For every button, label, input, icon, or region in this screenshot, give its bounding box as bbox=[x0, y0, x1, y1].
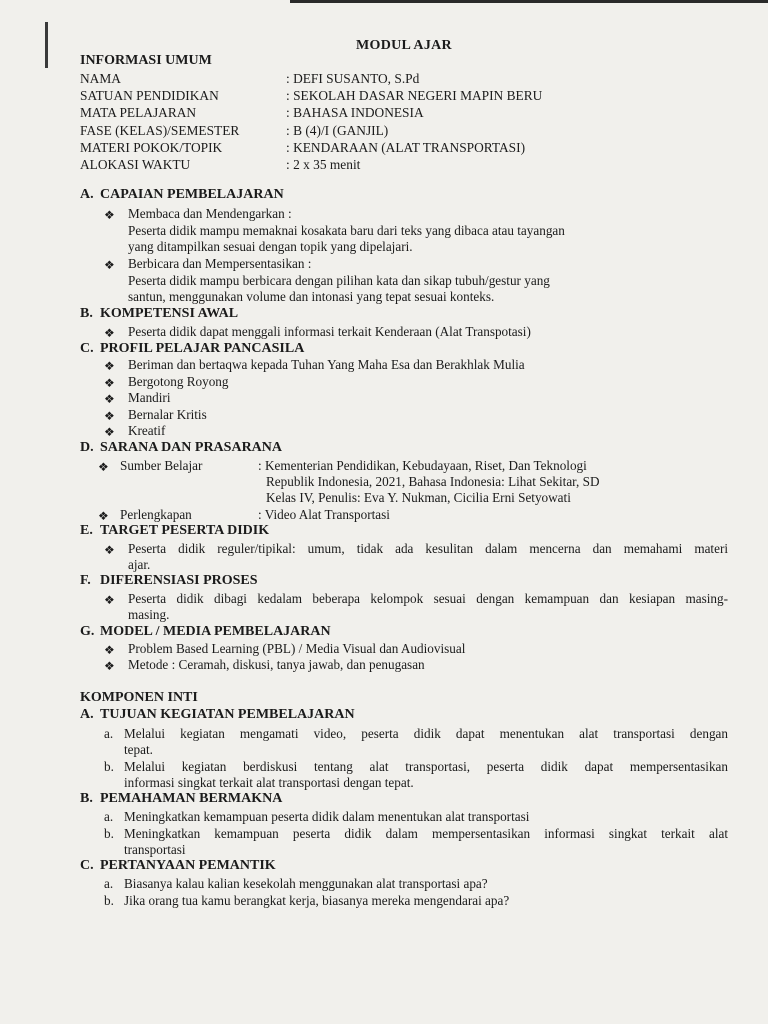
list-item: Beriman dan bertaqwa kepada Tuhan Yang Maha Esa dan Berakhlak Mulia bbox=[128, 357, 525, 372]
paragraph-line: tepat. bbox=[124, 742, 153, 757]
list-item: Membaca dan Mendengarkan : bbox=[128, 206, 292, 221]
list-item: Problem Based Learning (PBL) / Media Visual dan Audiovisual bbox=[128, 641, 466, 656]
bullet-icon: ❖ bbox=[104, 376, 115, 390]
inti-c-heading: C. PERTANYAAN PEMANTIK bbox=[80, 858, 276, 873]
paragraph-line: Peserta didik reguler/tipikal: umum, tidak ada kesulitan dalam mencerna dan memahami materi bbox=[128, 541, 728, 556]
paragraph-line: informasi singkat terkait alat transportasi dengan tepat. bbox=[124, 775, 414, 790]
list-item: Kreatif bbox=[128, 423, 166, 438]
info-row-fase bbox=[80, 122, 542, 139]
bullet-icon: ❖ bbox=[104, 425, 115, 439]
list-item: Bernalar Kritis bbox=[128, 407, 207, 422]
perlengkapan-label: Perlengkapan bbox=[120, 507, 192, 522]
sumber-value: Republik Indonesia, 2021, Bahasa Indonesia: Lihat Sekitar, SD bbox=[266, 474, 600, 489]
info-value: : SEKOLAH DASAR NEGERI MAPIN BERU bbox=[286, 88, 543, 104]
info-value: : KENDARAAN (ALAT TRANSPORTASI) bbox=[286, 139, 526, 155]
paragraph-line: Biasanya kalau kalian kesekolah menggunakan alat transportasi apa? bbox=[124, 876, 488, 891]
info-row-alokasi bbox=[80, 156, 542, 173]
document-title: MODUL AJAR bbox=[356, 38, 452, 53]
info-value: : B (4)/I (GANJIL) bbox=[286, 122, 389, 138]
sumber-value: : Kementerian Pendidikan, Kebudayaan, Riset, Dan Teknologi bbox=[258, 458, 587, 473]
paragraph-line: masing. bbox=[128, 607, 170, 622]
paragraph-line: santun, menggunakan volume dan intonasi yang tepat sesuai konteks. bbox=[128, 289, 495, 304]
info-key: SATUAN PENDIDIKAN bbox=[80, 88, 219, 104]
bullet-icon: ❖ bbox=[98, 509, 109, 523]
list-item: Mandiri bbox=[128, 390, 171, 405]
paragraph-line: Melalui kegiatan berdiskusi tentang alat transportasi, peserta didik dapat mempersentasikan bbox=[124, 759, 728, 774]
section-c-heading: C. PROFIL PELAJAR PANCASILA bbox=[80, 341, 305, 356]
paragraph-line: Melalui kegiatan mengamati video, peserta didik dapat menentukan alat transportasi dengan bbox=[124, 726, 728, 741]
paragraph-line: Jika orang tua kamu berangkat kerja, biasanya mereka mengendarai apa? bbox=[124, 893, 510, 908]
info-heading: INFORMASI UMUM bbox=[80, 53, 212, 68]
inti-a-heading: A. TUJUAN KEGIATAN PEMBELAJARAN bbox=[80, 707, 355, 722]
section-d-heading: D. SARANA DAN PRASARANA bbox=[80, 440, 283, 455]
section-e-heading: E. TARGET PESERTA DIDIK bbox=[80, 523, 270, 538]
paragraph-line: ajar. bbox=[128, 557, 151, 572]
scan-margin-mark bbox=[45, 22, 48, 68]
bullet-icon: ❖ bbox=[104, 643, 115, 657]
bullet-icon: ❖ bbox=[104, 326, 115, 340]
list-marker: a. bbox=[104, 876, 114, 891]
inti-b-heading: B. PEMAHAMAN BERMAKNA bbox=[80, 791, 283, 806]
info-key: MATERI POKOK/TOPIK bbox=[80, 139, 223, 155]
scan-edge-line bbox=[290, 0, 768, 3]
info-key: FASE (KELAS)/SEMESTER bbox=[80, 122, 240, 138]
section-f-heading: F. DIFERENSIASI PROSES bbox=[80, 573, 258, 588]
section-a-heading: A. CAPAIAN PEMBELAJARAN bbox=[80, 187, 284, 202]
bullet-icon: ❖ bbox=[98, 460, 109, 474]
bullet-icon: ❖ bbox=[104, 392, 115, 406]
info-value: : 2 x 35 menit bbox=[286, 156, 361, 172]
info-row-nama bbox=[80, 70, 542, 87]
list-marker: b. bbox=[104, 893, 114, 908]
list-item: Berbicara dan Mempersentasikan : bbox=[128, 256, 312, 271]
info-value: : BAHASA INDONESIA bbox=[286, 105, 424, 121]
bullet-icon: ❖ bbox=[104, 208, 115, 222]
list-item: Bergotong Royong bbox=[128, 374, 229, 389]
komponen-inti-heading: KOMPONEN INTI bbox=[80, 690, 198, 705]
bullet-icon: ❖ bbox=[104, 659, 115, 673]
paragraph-line: Meningkatkan kemampuan peserta didik dalam menentukan alat transportasi bbox=[124, 809, 530, 824]
list-marker: b. bbox=[104, 826, 114, 841]
sumber-label: Sumber Belajar bbox=[120, 458, 203, 473]
info-row-materi bbox=[80, 139, 542, 156]
perlengkapan-value: : Video Alat Transportasi bbox=[258, 507, 390, 522]
bullet-icon: ❖ bbox=[104, 359, 115, 373]
bullet-icon: ❖ bbox=[104, 593, 115, 607]
paragraph-line: transportasi bbox=[124, 842, 186, 857]
bullet-icon: ❖ bbox=[104, 258, 115, 272]
bullet-icon: ❖ bbox=[104, 543, 115, 557]
info-row-satuan bbox=[80, 87, 542, 104]
paragraph-line: Peserta didik mampu berbicara dengan pilihan kata dan sikap tubuh/gestur yang bbox=[128, 273, 550, 288]
section-g-heading: G. MODEL / MEDIA PEMBELAJARAN bbox=[80, 624, 331, 639]
info-table bbox=[80, 70, 542, 173]
paragraph-line: yang ditampilkan sesuai dengan topik yang dipelajari. bbox=[128, 239, 413, 254]
list-marker: a. bbox=[104, 726, 114, 741]
info-value: : DEFI SUSANTO, S.Pd bbox=[286, 71, 420, 86]
sumber-value: Kelas IV, Penulis: Eva Y. Nukman, Cicilia Erni Setyowati bbox=[266, 490, 571, 505]
paragraph-line: Peserta didik dibagi kedalam beberapa kelompok sesuai dengan kemampuan dan kesiapan masing- bbox=[128, 591, 728, 606]
info-key: ALOKASI WAKTU bbox=[80, 156, 191, 172]
list-item: Peserta didik dapat menggali informasi terkait Kenderaan (Alat Transpotasi) bbox=[128, 324, 531, 339]
info-key: MATA PELAJARAN bbox=[80, 105, 197, 121]
info-row-mapel bbox=[80, 104, 542, 121]
section-b-heading: B. KOMPETENSI AWAL bbox=[80, 306, 239, 321]
paragraph-line: Peserta didik mampu memaknai kosakata baru dari teks yang dibaca atau tayangan bbox=[128, 223, 565, 238]
info-key: NAMA bbox=[80, 71, 121, 86]
bullet-icon: ❖ bbox=[104, 409, 115, 423]
list-item: Metode : Ceramah, diskusi, tanya jawab, dan penugasan bbox=[128, 657, 425, 672]
list-marker: b. bbox=[104, 759, 114, 774]
paragraph-line: Meningkatkan kemampuan peserta didik dalam mempersentasikan informasi singkat terkait alat bbox=[124, 826, 728, 841]
list-marker: a. bbox=[104, 809, 114, 824]
